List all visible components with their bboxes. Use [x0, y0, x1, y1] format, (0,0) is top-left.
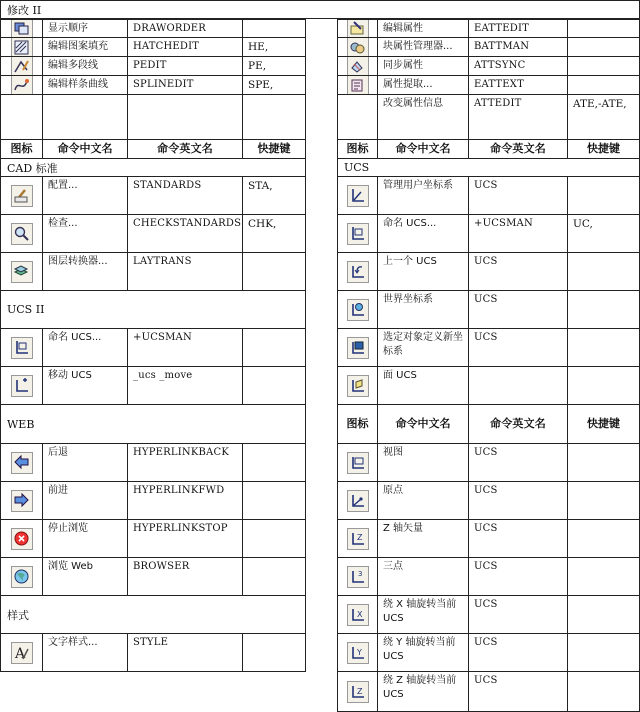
header-en: 命令英文名 [469, 140, 568, 158]
ucs2-row [0, 367, 306, 405]
command-en-name: BATTMAN [469, 38, 568, 56]
ucs2r-row [337, 482, 640, 520]
command-en-name: ATTSYNC [469, 57, 568, 75]
command-en-name: PEDIT [128, 57, 243, 75]
command-shortcut [568, 672, 640, 711]
command-en-name: STANDARDS [128, 177, 243, 214]
section-style: 样式 [0, 596, 306, 634]
command-shortcut: STA, [243, 177, 306, 214]
command-cn-name: 世界坐标系 [378, 291, 469, 328]
ucs-world-icon [347, 299, 369, 321]
command-shortcut [568, 367, 640, 404]
left-top-row [0, 76, 306, 95]
web-row [0, 482, 306, 520]
ucs-view-icon [347, 452, 369, 474]
web-row [0, 444, 306, 482]
command-cn-name: 文字样式... [43, 634, 128, 671]
command-en-name: UCS [469, 672, 568, 711]
pedit-icon [11, 57, 33, 75]
right-top-row [337, 19, 640, 38]
attedit-icon [347, 20, 369, 37]
command-shortcut: HE, [243, 38, 306, 56]
command-cn-name: 图层转换器... [43, 253, 128, 290]
splinedit-icon [11, 76, 33, 94]
svg-text:A: A [15, 646, 26, 661]
command-cn-name: 上一个 UCS [378, 253, 469, 290]
ucs2r-row [337, 634, 640, 672]
command-cn-name: 绕 Z 轴旋转当前 UCS [378, 672, 469, 711]
command-en-name: UCS [469, 520, 568, 557]
left-column-header [0, 140, 306, 159]
command-en-name [469, 367, 568, 404]
command-cn-name: 配置... [43, 177, 128, 214]
command-shortcut [568, 38, 640, 56]
ucs-zaxis-icon [347, 528, 369, 550]
command-en-name: SPLINEDIT [128, 76, 243, 94]
left-blank-row [0, 95, 306, 140]
command-en-name: UCS [469, 596, 568, 633]
ucs2r-row [337, 672, 640, 712]
command-shortcut [243, 558, 306, 595]
command-en-name: HYPERLINKFWD [128, 482, 243, 519]
svg-text:3: 3 [358, 570, 363, 578]
browser-icon [11, 566, 33, 588]
section-cad-standards: CAD 标准 [0, 159, 306, 177]
command-shortcut [243, 520, 306, 557]
command-shortcut [568, 57, 640, 75]
ucs-origin-icon [347, 490, 369, 512]
command-cn-name: 选定对象定义新坐标系 [378, 329, 469, 366]
command-cn-name: 视图 [378, 444, 469, 481]
header-cn: 命令中文名 [378, 405, 469, 443]
command-shortcut [243, 367, 306, 404]
ucs-y-icon [347, 642, 369, 664]
ucs-named-icon [347, 223, 369, 245]
ucs2r-row [337, 444, 640, 482]
command-shortcut [243, 634, 306, 671]
back-arrow-icon [11, 452, 33, 474]
ucs-row [337, 177, 640, 215]
command-shortcut [568, 329, 640, 366]
command-shortcut: PE, [243, 57, 306, 75]
command-cn-name: 后退 [43, 444, 128, 481]
command-cn-name: 编辑样条曲线 [43, 76, 128, 94]
command-shortcut: SPE, [243, 76, 306, 94]
style-row [0, 634, 306, 672]
command-en-name: UCS [469, 291, 568, 328]
header-icon: 图标 [0, 140, 43, 158]
draworder-icon [11, 20, 33, 37]
attsync-icon [347, 57, 369, 75]
command-shortcut [568, 76, 640, 94]
command-shortcut [568, 558, 640, 595]
command-cn-name: Z 轴矢量 [378, 520, 469, 557]
ucs-object-icon [347, 337, 369, 359]
command-shortcut [568, 482, 640, 519]
ucs2-row [0, 329, 306, 367]
command-en-name: LAYTRANS [128, 253, 243, 290]
command-cn-name: 显示顺序 [43, 20, 128, 37]
ucs-row [337, 367, 640, 405]
command-en-name: DRAWORDER [128, 20, 243, 37]
checkstandards-icon [11, 223, 33, 245]
command-en-name: UCS [469, 444, 568, 481]
right-top-row [337, 38, 640, 57]
command-shortcut [243, 482, 306, 519]
command-cn-name: 三点 [378, 558, 469, 595]
stop-icon [11, 528, 33, 550]
right-top-row [337, 95, 640, 140]
command-en-name: BROWSER [128, 558, 243, 595]
ucs-manage-icon [347, 185, 369, 207]
command-shortcut [243, 329, 306, 366]
command-shortcut [568, 177, 640, 214]
ucsman-icon [11, 337, 33, 359]
command-shortcut [568, 596, 640, 633]
ucs-x-icon [347, 604, 369, 626]
hatchedit-icon [11, 38, 33, 56]
command-cn-name: 块属性管理器... [378, 38, 469, 56]
laytrans-icon [11, 261, 33, 283]
command-shortcut: ATE,-ATE, [568, 95, 640, 139]
section-ucs-ii: UCS II [0, 291, 306, 329]
text-style-icon [11, 642, 33, 664]
command-shortcut [568, 20, 640, 37]
command-en-name: HYPERLINKBACK [128, 444, 243, 481]
command-shortcut [243, 444, 306, 481]
page-title: 修改 II [0, 0, 640, 19]
battman-icon [347, 38, 369, 56]
ucs-move-icon [11, 375, 33, 397]
header-icon: 图标 [337, 140, 378, 158]
command-cn-name: 绕 X 轴旋转当前 UCS [378, 596, 469, 633]
ucs-row [337, 291, 640, 329]
command-en-name: STYLE [128, 634, 243, 671]
svg-text:Y: Y [357, 648, 362, 657]
command-cn-name: 编辑图案填充 [43, 38, 128, 56]
command-en-name: EATTEXT [469, 76, 568, 94]
right-table [337, 19, 640, 712]
left-top-row [0, 38, 306, 57]
command-en-name: UCS [469, 558, 568, 595]
svg-text:X: X [357, 610, 363, 619]
command-cn-name: 前进 [43, 482, 128, 519]
cad-row [0, 177, 306, 215]
header-en: 命令英文名 [128, 140, 243, 158]
ucs-face-icon [347, 375, 369, 397]
command-shortcut: UC, [568, 215, 640, 252]
right-column-header [337, 140, 640, 159]
command-en-name: +UCSMAN [469, 215, 568, 252]
header-key: 快捷键 [568, 405, 640, 443]
standards-icon [11, 185, 33, 207]
command-cn-name: 同步属性 [378, 57, 469, 75]
ucs-3point-icon [347, 566, 369, 588]
command-cn-name: 原点 [378, 482, 469, 519]
command-cn-name: 管理用户坐标系 [378, 177, 469, 214]
header-cn: 命令中文名 [43, 140, 128, 158]
right-top-row [337, 57, 640, 76]
ucs2r-row [337, 558, 640, 596]
command-cn-name: 改变属性信息 [378, 95, 469, 139]
ucs-z-icon [347, 681, 369, 703]
left-table [0, 19, 306, 672]
command-shortcut [568, 444, 640, 481]
ucs-row [337, 215, 640, 253]
left-top-row [0, 19, 306, 38]
command-en-name: CHECKSTANDARDS [128, 215, 243, 252]
command-cn-name: 命名 UCS... [378, 215, 469, 252]
command-cn-name: 绕 Y 轴旋转当前 UCS [378, 634, 469, 671]
ucs-row [337, 253, 640, 291]
command-en-name: UCS [469, 253, 568, 290]
command-en-name: HYPERLINKSTOP [128, 520, 243, 557]
command-en-name: +UCSMAN [128, 329, 243, 366]
ucs2r-row [337, 596, 640, 634]
command-cn-name: 浏览 Web [43, 558, 128, 595]
ucs2r-row [337, 520, 640, 558]
cad-row [0, 215, 306, 253]
command-cn-name: 检查... [43, 215, 128, 252]
command-shortcut [568, 291, 640, 328]
command-en-name: UCS [469, 329, 568, 366]
command-shortcut [243, 253, 306, 290]
left-top-row [0, 57, 306, 76]
command-shortcut [568, 253, 640, 290]
ucs-previous-icon [347, 261, 369, 283]
command-cn-name: 停止浏览 [43, 520, 128, 557]
ucs-row [337, 329, 640, 367]
cad-row [0, 253, 306, 291]
section-web: WEB [0, 405, 306, 444]
section-ucs: UCS [337, 159, 640, 177]
forward-arrow-icon [11, 490, 33, 512]
command-en-name: _ucs _move [128, 367, 243, 404]
command-en-name: HATCHEDIT [128, 38, 243, 56]
svg-text:Z: Z [357, 533, 363, 542]
header-icon: 图标 [337, 405, 378, 443]
command-cn-name: 编辑多段线 [43, 57, 128, 75]
header-key: 快捷键 [243, 140, 306, 158]
header-cn: 命令中文名 [378, 140, 469, 158]
command-cn-name: 命名 UCS... [43, 329, 128, 366]
command-en-name: UCS [469, 177, 568, 214]
command-shortcut [568, 634, 640, 671]
command-shortcut [243, 20, 306, 37]
command-shortcut: CHK, [243, 215, 306, 252]
command-cn-name: 编辑属性 [378, 20, 469, 37]
command-en-name: EATTEDIT [469, 20, 568, 37]
right-top-row [337, 76, 640, 95]
command-en-name: UCS [469, 482, 568, 519]
command-en-name: ATTEDIT [469, 95, 568, 139]
header-key: 快捷键 [568, 140, 640, 158]
web-row [0, 558, 306, 596]
command-en-name: UCS [469, 634, 568, 671]
command-shortcut [568, 520, 640, 557]
right-column-header-2 [337, 405, 640, 444]
header-en: 命令英文名 [469, 405, 568, 443]
command-cn-name: 移动 UCS [43, 367, 128, 404]
command-cn-name: 属性提取... [378, 76, 469, 94]
svg-text:Z: Z [357, 687, 363, 696]
eattext-icon [347, 76, 369, 94]
web-row [0, 520, 306, 558]
command-cn-name: 面 UCS [378, 367, 469, 404]
